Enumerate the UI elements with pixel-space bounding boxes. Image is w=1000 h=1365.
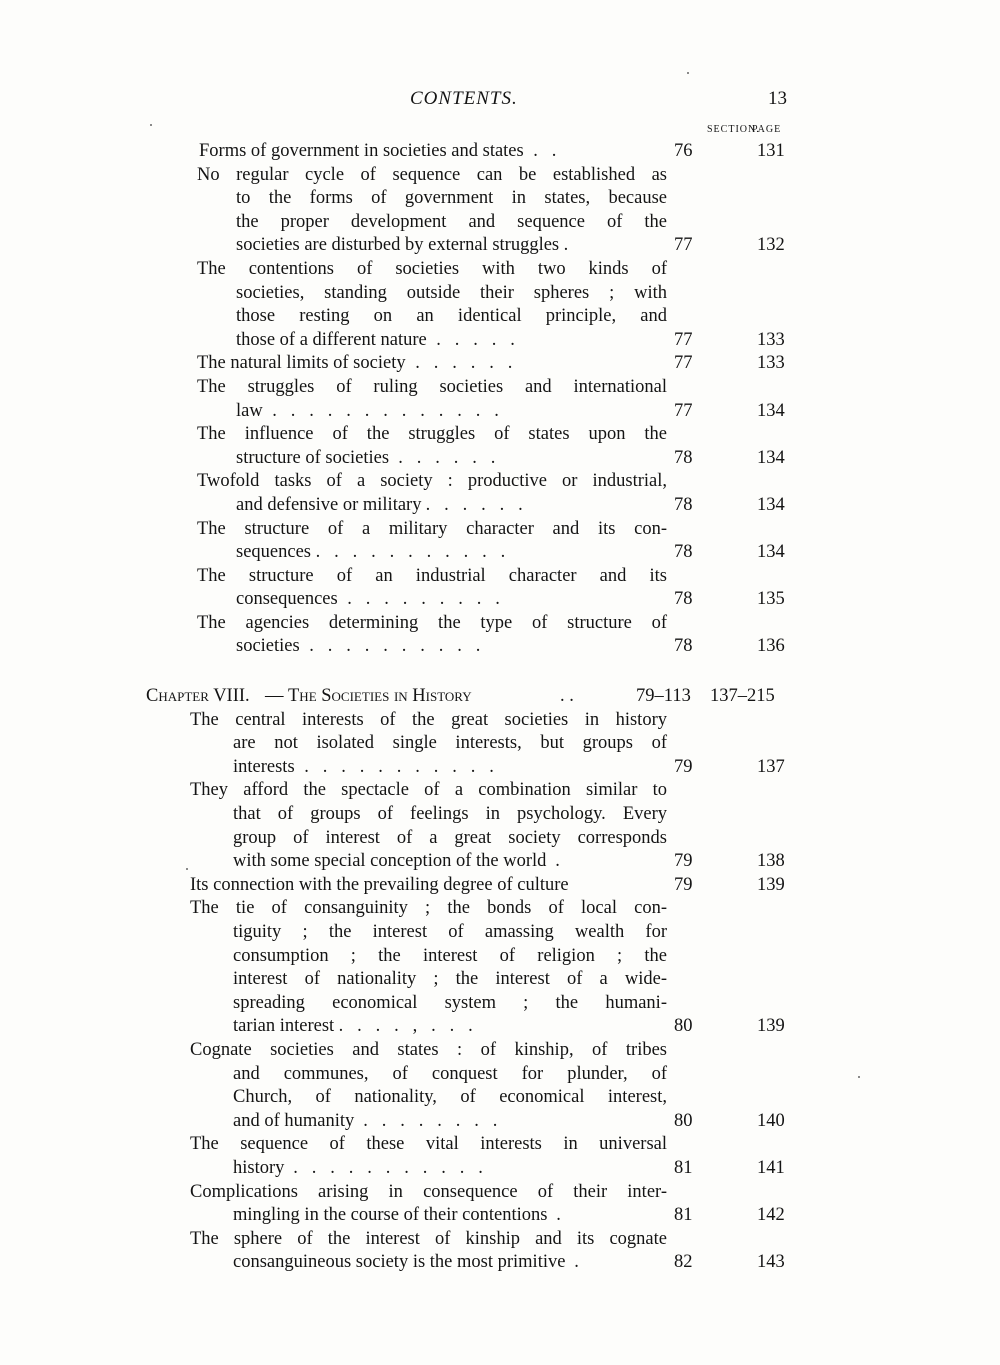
chapter-title: The Societies in History — [288, 686, 472, 707]
toc-entry-line — [0, 541, 1000, 565]
page-number: 13 — [768, 88, 787, 109]
page-ref: 134 — [757, 447, 785, 468]
toc-entry-text: spreading economical system ; the humani- — [233, 992, 667, 1013]
toc-entry-line — [0, 494, 1000, 518]
toc-entry-line — [0, 779, 1000, 803]
toc-entry-line — [0, 164, 1000, 188]
dot-leader: . — [547, 1205, 561, 1226]
dot-leader: . — [546, 851, 560, 872]
toc-entry-text: The tie of consanguinity ; the bonds of local con- — [190, 898, 667, 919]
dot-leader: . — [559, 235, 569, 256]
toc-entry-line — [0, 1204, 1000, 1228]
toc-entry-line — [0, 897, 1000, 921]
toc-entry-line — [0, 447, 1000, 471]
toc-entry-text: structure of societies — [236, 447, 390, 468]
toc-entry-line — [0, 992, 1000, 1016]
dot-leader: . . . . . . . . — [354, 1110, 498, 1131]
toc-entry-line — [0, 1039, 1000, 1063]
toc-entry — [0, 1181, 1000, 1228]
toc-entry-line — [0, 1015, 1000, 1039]
section-number: 81 — [674, 1205, 693, 1226]
toc-entry-text: those of a different nature — [236, 329, 427, 350]
dot-leader: . . . . . . . . . — [338, 589, 500, 610]
section-number: 80 — [674, 1110, 693, 1131]
toc-entry — [0, 874, 1000, 898]
chapter-section-range: 79–113 — [636, 686, 691, 707]
toc-entry — [0, 470, 1000, 517]
section-number: 79 — [674, 851, 693, 872]
column-headers — [0, 124, 1000, 138]
page-ref: 139 — [757, 874, 785, 895]
toc-entry-text: history — [233, 1157, 285, 1178]
chapter-dash: — — [265, 686, 284, 707]
dot-leader: . . . . . . . . . . . — [311, 542, 506, 563]
chapter-page-range: 137–215 — [710, 686, 775, 707]
toc-entry-line — [0, 945, 1000, 969]
toc-entry — [0, 423, 1000, 470]
toc-entry-text: sequences — [236, 542, 311, 563]
toc-entry-line — [0, 1251, 1000, 1275]
toc-entry-line — [0, 234, 1000, 258]
page-ref: 135 — [757, 589, 785, 610]
toc-entry — [0, 709, 1000, 780]
dot-leader: . . . . . . . . . . — [300, 636, 481, 657]
toc-entry — [0, 140, 1000, 164]
section-number: 78 — [674, 494, 693, 515]
dot-leader: . . — [560, 686, 574, 707]
toc-entry — [0, 164, 1000, 258]
toc-entry-text: The sequence of these vital interests in universal — [190, 1134, 667, 1155]
toc-entry-line — [0, 1181, 1000, 1205]
toc-entry — [0, 1039, 1000, 1133]
page-ref: 138 — [757, 851, 785, 872]
dot-leader: . . . . . . . . . . . — [295, 756, 494, 777]
toc-entry-text: consanguineous society is the most primitive — [233, 1252, 566, 1273]
toc-entry-text: The natural limits of society — [197, 353, 406, 374]
toc-entry-text: are not isolated single interests, but groups of — [233, 733, 667, 754]
dot-leader: . . . . . . . . . . . — [284, 1157, 483, 1178]
toc-entry-text: The structure of an industrial character and its — [197, 565, 667, 586]
toc-entry-line — [0, 352, 1000, 376]
toc-entry-text: Its connection with the prevailing degree of culture — [190, 874, 569, 895]
toc-entry-text: the proper development and sequence of the — [236, 211, 667, 232]
toc-entry — [0, 1133, 1000, 1180]
section-number: 77 — [674, 329, 693, 350]
toc-entry-text: No regular cycle of sequence can be established as — [197, 164, 667, 185]
dot-leader: . . . . . . . . . . . . . — [263, 400, 499, 421]
section-number: 76 — [674, 141, 693, 161]
toc-entry-line — [0, 635, 1000, 659]
toc-entry-line — [0, 187, 1000, 211]
toc-entry-line — [0, 258, 1000, 282]
toc-entry — [0, 352, 1000, 376]
toc-entry-line — [0, 1063, 1000, 1087]
page-ref: 134 — [757, 542, 785, 563]
page-ref: 134 — [757, 494, 785, 515]
toc-entry-text: The central interests of the great societies in history — [190, 709, 667, 730]
running-head — [0, 88, 1000, 114]
paper-speck — [687, 72, 689, 74]
toc-entry-line — [0, 305, 1000, 329]
toc-entry-line — [0, 211, 1000, 235]
page-ref: 137 — [757, 756, 785, 777]
toc-entry-line — [0, 1110, 1000, 1134]
toc-entry-line — [0, 968, 1000, 992]
toc-entry-text: The sphere of the interest of kinship and its cognate — [190, 1228, 667, 1249]
page-ref: 140 — [757, 1110, 785, 1131]
toc-entry — [0, 518, 1000, 565]
toc-entry-text: societies are disturbed by external struggles — [236, 235, 560, 256]
toc-entry-text: Twofold tasks of a society : productive or industrial, — [197, 471, 667, 492]
toc-entry-text: law — [236, 400, 263, 421]
toc-entry-line — [0, 518, 1000, 542]
section-number: 79 — [674, 874, 693, 895]
dot-leader: . . . . . — [427, 329, 515, 350]
section-number: 80 — [674, 1016, 693, 1037]
toc-entry-text: societies — [236, 636, 300, 657]
toc-entry-text: The structure of a military character and its con- — [197, 518, 667, 539]
dot-leader: . . . . , . . . — [334, 1016, 473, 1037]
toc-entry-text: Church, of nationality, of economical interest, — [233, 1087, 667, 1108]
toc-entry-line — [0, 565, 1000, 589]
section-number: 77 — [674, 400, 693, 421]
running-title: CONTENTS. — [410, 88, 518, 109]
toc-entry-line — [0, 612, 1000, 636]
toc-entry-line — [0, 1157, 1000, 1181]
section-number: 77 — [674, 353, 693, 374]
toc-entry-text: and communes, of conquest for plunder, of — [233, 1063, 667, 1084]
toc-entry-text: and of humanity — [233, 1110, 355, 1131]
section-number: 78 — [674, 542, 693, 563]
toc-entry-text: They afford the spectacle of a combination similar to — [190, 780, 667, 801]
toc-entry-line — [0, 1086, 1000, 1110]
toc-entry-line — [0, 282, 1000, 306]
toc-entry-line — [0, 803, 1000, 827]
dot-leader: . . . . . . — [389, 447, 496, 468]
toc-entry-text: Complications arising in consequence of their inter- — [190, 1181, 667, 1202]
toc-entry-text: The influence of the struggles of states upon the — [197, 424, 667, 445]
toc-entry-line — [0, 1133, 1000, 1157]
page-ref: 133 — [757, 353, 785, 374]
toc-entry-line — [0, 588, 1000, 612]
dot-leader: . — [565, 1252, 579, 1273]
toc-entry — [0, 779, 1000, 873]
toc-entry — [0, 1228, 1000, 1275]
toc-entry-line — [0, 732, 1000, 756]
toc-entry-text: group of interest of a great society corresponds — [233, 827, 667, 848]
toc-entry-line — [0, 921, 1000, 945]
toc-entry-line — [0, 1228, 1000, 1252]
section-number: 78 — [674, 589, 693, 610]
toc-entry-line — [0, 140, 1000, 164]
dot-leader: . . . . . . — [406, 353, 513, 374]
toc-entry-line — [0, 709, 1000, 733]
toc-entry — [0, 612, 1000, 659]
toc-entry-text: that of groups of feelings in psychology. Every — [233, 804, 667, 825]
toc-entry-text: Cognate societies and states : of kinship, of tribes — [190, 1039, 667, 1060]
section-number: 77 — [674, 235, 693, 256]
paper-speck — [186, 868, 188, 870]
toc-entry-line — [0, 376, 1000, 400]
toc-entry-text: interest of nationality ; the interest of a wide- — [233, 969, 667, 990]
chapter-heading — [0, 685, 1000, 709]
table-of-contents — [0, 140, 1000, 1275]
toc-entry-line — [0, 400, 1000, 424]
paper-speck — [858, 1076, 860, 1078]
page-ref: 143 — [757, 1252, 785, 1273]
toc-entry-text: to the forms of government in states, because — [236, 188, 667, 209]
toc-entry-text: Forms of government in societies and states — [199, 141, 524, 161]
dot-leader: . . — [524, 141, 557, 161]
page-ref: 136 — [757, 636, 785, 657]
page-ref: 142 — [757, 1205, 785, 1226]
section-number: 79 — [674, 756, 693, 777]
toc-entry-text: societies, standing outside their spheres ; with — [236, 282, 667, 303]
toc-entry-text: tiguity ; the interest of amassing wealth for — [233, 922, 667, 942]
toc-entry-text: consequences — [236, 589, 338, 610]
toc-entry-text: with some special conception of the world — [233, 851, 547, 872]
toc-entry — [0, 897, 1000, 1039]
page-ref: 132 — [757, 235, 785, 256]
paper-speck — [150, 124, 152, 126]
toc-entry-text: The contentions of societies with two kinds of — [197, 258, 667, 279]
toc-entry-text: The agencies determining the type of structure of — [197, 612, 667, 633]
toc-entry — [0, 376, 1000, 423]
toc-entry-line — [0, 329, 1000, 353]
page-ref: 131 — [757, 141, 785, 161]
section-number: 78 — [674, 636, 693, 657]
page-ref: 141 — [757, 1157, 785, 1178]
toc-entry — [0, 258, 1000, 352]
chapter-label: Chapter VIII. — [146, 686, 250, 707]
toc-entry-text: and defensive or military — [236, 494, 422, 515]
section-column-header: SECTION. — [707, 124, 760, 135]
toc-entry-text: consumption ; the interest of religion ; the — [233, 945, 667, 966]
toc-entry-line — [0, 850, 1000, 874]
dot-leader: . . . . . . — [421, 494, 523, 515]
toc-entry-line — [0, 756, 1000, 780]
toc-entry-text: mingling in the course of their contentions — [233, 1205, 548, 1226]
toc-entry-line — [0, 423, 1000, 447]
page-column-header: PAGE — [752, 124, 782, 135]
page-ref: 133 — [757, 329, 785, 350]
section-number: 82 — [674, 1252, 693, 1273]
toc-entry — [0, 565, 1000, 612]
toc-entry-line — [0, 827, 1000, 851]
toc-entry-text: interests — [233, 756, 295, 777]
page-ref: 139 — [757, 1016, 785, 1037]
section-number: 81 — [674, 1157, 693, 1178]
toc-entry-line — [0, 470, 1000, 494]
page-ref: 134 — [757, 400, 785, 421]
section-number: 78 — [674, 447, 693, 468]
toc-entry-text: those resting on an identical principle, and — [236, 306, 667, 327]
toc-entry-text: tarian interest — [233, 1016, 335, 1037]
toc-entry-text: The struggles of ruling societies and international — [197, 376, 667, 397]
toc-entry-line — [0, 874, 1000, 898]
